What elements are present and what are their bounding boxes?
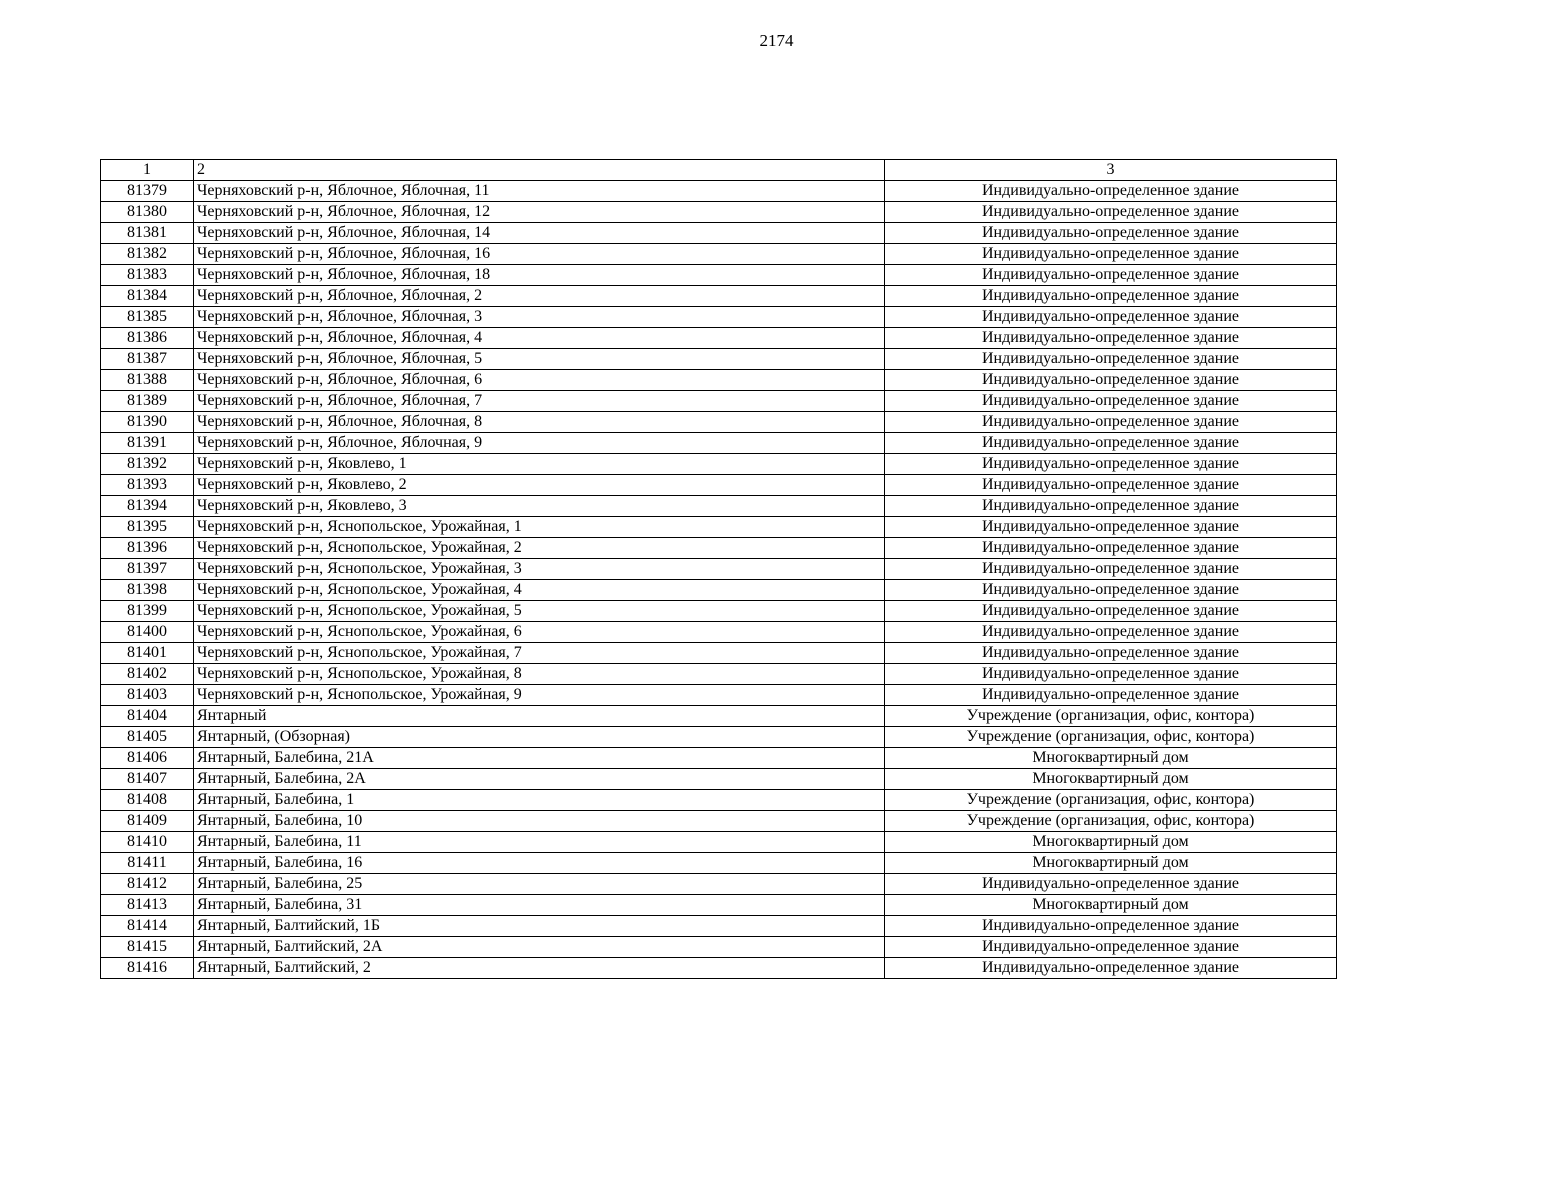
address-cell: Янтарный, Балтийский, 2А — [194, 937, 885, 958]
object-type-cell: Индивидуально-определенное здание — [885, 433, 1337, 454]
object-type-cell: Учреждение (организация, офис, контора) — [885, 706, 1337, 727]
table-row — [101, 790, 1337, 811]
row-number-cell: 81380 — [101, 202, 194, 223]
address-cell: Черняховский р-н, Яблочное, Яблочная, 6 — [194, 370, 885, 391]
object-type-cell: Индивидуально-определенное здание — [885, 517, 1337, 538]
table-row — [101, 328, 1337, 349]
row-number-cell: 81411 — [101, 853, 194, 874]
address-cell: Янтарный, (Обзорная) — [194, 727, 885, 748]
object-type-cell: Индивидуально-определенное здание — [885, 412, 1337, 433]
object-type-cell: Многоквартирный дом — [885, 769, 1337, 790]
table-row — [101, 286, 1337, 307]
address-cell: Черняховский р-н, Яблочное, Яблочная, 9 — [194, 433, 885, 454]
column-header-1: 1 — [101, 160, 194, 181]
address-cell: Черняховский р-н, Яснопольское, Урожайная, 5 — [194, 601, 885, 622]
row-number-cell: 81408 — [101, 790, 194, 811]
table-row — [101, 727, 1337, 748]
address-cell: Черняховский р-н, Яснопольское, Урожайная, 8 — [194, 664, 885, 685]
object-type-cell: Индивидуально-определенное здание — [885, 349, 1337, 370]
row-number-cell: 81414 — [101, 916, 194, 937]
row-number-cell: 81416 — [101, 958, 194, 979]
address-cell: Черняховский р-н, Яснопольское, Урожайная, 3 — [194, 559, 885, 580]
row-number-cell: 81402 — [101, 664, 194, 685]
row-number-cell: 81389 — [101, 391, 194, 412]
object-type-cell: Индивидуально-определенное здание — [885, 286, 1337, 307]
address-cell: Черняховский р-н, Яснопольское, Урожайная, 6 — [194, 622, 885, 643]
object-type-cell: Многоквартирный дом — [885, 853, 1337, 874]
row-number-cell: 81397 — [101, 559, 194, 580]
address-cell: Янтарный, Балебина, 31 — [194, 895, 885, 916]
address-cell: Черняховский р-н, Яблочное, Яблочная, 7 — [194, 391, 885, 412]
object-type-cell: Индивидуально-определенное здание — [885, 181, 1337, 202]
row-number-cell: 81382 — [101, 244, 194, 265]
table-row — [101, 853, 1337, 874]
object-type-cell: Индивидуально-определенное здание — [885, 244, 1337, 265]
address-cell: Янтарный — [194, 706, 885, 727]
row-number-cell: 81415 — [101, 937, 194, 958]
object-type-cell: Многоквартирный дом — [885, 748, 1337, 769]
address-cell: Янтарный, Балебина, 2А — [194, 769, 885, 790]
object-type-cell: Многоквартирный дом — [885, 895, 1337, 916]
object-type-cell: Индивидуально-определенное здание — [885, 496, 1337, 517]
object-type-cell: Многоквартирный дом — [885, 832, 1337, 853]
page-number: 2174 — [759, 31, 794, 50]
table-row — [101, 811, 1337, 832]
object-type-cell: Индивидуально-определенное здание — [885, 874, 1337, 895]
object-type-cell: Индивидуально-определенное здание — [885, 580, 1337, 601]
address-cell: Черняховский р-н, Яснопольское, Урожайная, 9 — [194, 685, 885, 706]
address-cell: Черняховский р-н, Яснопольское, Урожайная, 4 — [194, 580, 885, 601]
table-header — [101, 160, 1337, 181]
header-row — [101, 160, 1337, 181]
object-type-cell: Индивидуально-определенное здание — [885, 223, 1337, 244]
table-row — [101, 181, 1337, 202]
object-type-cell: Индивидуально-определенное здание — [885, 475, 1337, 496]
table-row — [101, 706, 1337, 727]
table-row — [101, 874, 1337, 895]
address-cell: Черняховский р-н, Яблочное, Яблочная, 18 — [194, 265, 885, 286]
address-cell: Черняховский р-н, Яблочное, Яблочная, 3 — [194, 307, 885, 328]
address-cell: Черняховский р-н, Яковлево, 2 — [194, 475, 885, 496]
address-cell: Черняховский р-н, Яблочное, Яблочная, 2 — [194, 286, 885, 307]
object-type-cell: Индивидуально-определенное здание — [885, 370, 1337, 391]
object-type-cell: Индивидуально-определенное здание — [885, 391, 1337, 412]
row-number-cell: 81391 — [101, 433, 194, 454]
table-row — [101, 496, 1337, 517]
object-type-cell: Учреждение (организация, офис, контора) — [885, 790, 1337, 811]
object-type-cell: Индивидуально-определенное здание — [885, 454, 1337, 475]
table-row — [101, 538, 1337, 559]
object-type-cell: Индивидуально-определенное здание — [885, 601, 1337, 622]
table-row — [101, 223, 1337, 244]
table-row — [101, 643, 1337, 664]
table-row — [101, 265, 1337, 286]
table-row — [101, 664, 1337, 685]
address-cell: Янтарный, Балебина, 11 — [194, 832, 885, 853]
row-number-cell: 81394 — [101, 496, 194, 517]
address-cell: Черняховский р-н, Яковлево, 3 — [194, 496, 885, 517]
row-number-cell: 81381 — [101, 223, 194, 244]
object-type-cell: Учреждение (организация, офис, контора) — [885, 727, 1337, 748]
row-number-cell: 81379 — [101, 181, 194, 202]
row-number-cell: 81399 — [101, 601, 194, 622]
row-number-cell: 81384 — [101, 286, 194, 307]
table-row — [101, 517, 1337, 538]
table-row — [101, 202, 1337, 223]
object-type-cell: Индивидуально-определенное здание — [885, 307, 1337, 328]
row-number-cell: 81412 — [101, 874, 194, 895]
table-row — [101, 244, 1337, 265]
address-cell: Черняховский р-н, Яблочное, Яблочная, 5 — [194, 349, 885, 370]
table-row — [101, 580, 1337, 601]
object-type-cell: Индивидуально-определенное здание — [885, 958, 1337, 979]
table-row — [101, 475, 1337, 496]
row-number-cell: 81403 — [101, 685, 194, 706]
column-header-2: 2 — [194, 160, 885, 181]
table-row — [101, 622, 1337, 643]
address-cell: Янтарный, Балебина, 10 — [194, 811, 885, 832]
address-cell: Янтарный, Балебина, 21А — [194, 748, 885, 769]
address-cell: Черняховский р-н, Яблочное, Яблочная, 4 — [194, 328, 885, 349]
address-cell: Черняховский р-н, Яблочное, Яблочная, 16 — [194, 244, 885, 265]
row-number-cell: 81405 — [101, 727, 194, 748]
row-number-cell: 81413 — [101, 895, 194, 916]
table-row — [101, 349, 1337, 370]
row-number-cell: 81400 — [101, 622, 194, 643]
object-type-cell: Индивидуально-определенное здание — [885, 538, 1337, 559]
row-number-cell: 81407 — [101, 769, 194, 790]
registry-table — [100, 159, 1337, 979]
object-type-cell: Индивидуально-определенное здание — [885, 685, 1337, 706]
table-row — [101, 307, 1337, 328]
row-number-cell: 81385 — [101, 307, 194, 328]
row-number-cell: 81401 — [101, 643, 194, 664]
address-cell: Черняховский р-н, Яснопольское, Урожайная, 7 — [194, 643, 885, 664]
address-cell: Черняховский р-н, Яснопольское, Урожайная, 1 — [194, 517, 885, 538]
address-cell: Черняховский р-н, Яснопольское, Урожайная, 2 — [194, 538, 885, 559]
table-row — [101, 832, 1337, 853]
address-cell: Янтарный, Балтийский, 2 — [194, 958, 885, 979]
address-cell: Черняховский р-н, Яблочное, Яблочная, 12 — [194, 202, 885, 223]
table-row — [101, 454, 1337, 475]
row-number-cell: 81395 — [101, 517, 194, 538]
table-row — [101, 937, 1337, 958]
object-type-cell: Индивидуально-определенное здание — [885, 202, 1337, 223]
table-row — [101, 391, 1337, 412]
row-number-cell: 81387 — [101, 349, 194, 370]
table-row — [101, 685, 1337, 706]
object-type-cell: Индивидуально-определенное здание — [885, 916, 1337, 937]
column-header-3: 3 — [885, 160, 1337, 181]
row-number-cell: 81390 — [101, 412, 194, 433]
table-row — [101, 412, 1337, 433]
table-row — [101, 748, 1337, 769]
row-number-cell: 81406 — [101, 748, 194, 769]
object-type-cell: Индивидуально-определенное здание — [885, 937, 1337, 958]
object-type-cell: Индивидуально-определенное здание — [885, 643, 1337, 664]
row-number-cell: 81404 — [101, 706, 194, 727]
address-cell: Черняховский р-н, Яковлево, 1 — [194, 454, 885, 475]
address-cell: Янтарный, Балтийский, 1Б — [194, 916, 885, 937]
address-cell: Янтарный, Балебина, 25 — [194, 874, 885, 895]
row-number-cell: 81409 — [101, 811, 194, 832]
object-type-cell: Индивидуально-определенное здание — [885, 559, 1337, 580]
row-number-cell: 81396 — [101, 538, 194, 559]
table-row — [101, 559, 1337, 580]
object-type-cell: Индивидуально-определенное здание — [885, 622, 1337, 643]
row-number-cell: 81410 — [101, 832, 194, 853]
row-number-cell: 81392 — [101, 454, 194, 475]
address-cell: Янтарный, Балебина, 1 — [194, 790, 885, 811]
row-number-cell: 81393 — [101, 475, 194, 496]
table-row — [101, 769, 1337, 790]
table-row — [101, 916, 1337, 937]
table-row — [101, 895, 1337, 916]
row-number-cell: 81388 — [101, 370, 194, 391]
row-number-cell: 81398 — [101, 580, 194, 601]
table-row — [101, 370, 1337, 391]
object-type-cell: Индивидуально-определенное здание — [885, 265, 1337, 286]
address-cell: Янтарный, Балебина, 16 — [194, 853, 885, 874]
object-type-cell: Индивидуально-определенное здание — [885, 328, 1337, 349]
address-cell: Черняховский р-н, Яблочное, Яблочная, 14 — [194, 223, 885, 244]
table-row — [101, 958, 1337, 979]
row-number-cell: 81386 — [101, 328, 194, 349]
object-type-cell: Индивидуально-определенное здание — [885, 664, 1337, 685]
object-type-cell: Учреждение (организация, офис, контора) — [885, 811, 1337, 832]
table-body — [101, 181, 1337, 979]
address-cell: Черняховский р-н, Яблочное, Яблочная, 11 — [194, 181, 885, 202]
row-number-cell: 81383 — [101, 265, 194, 286]
address-cell: Черняховский р-н, Яблочное, Яблочная, 8 — [194, 412, 885, 433]
table-row — [101, 433, 1337, 454]
table-row — [101, 601, 1337, 622]
